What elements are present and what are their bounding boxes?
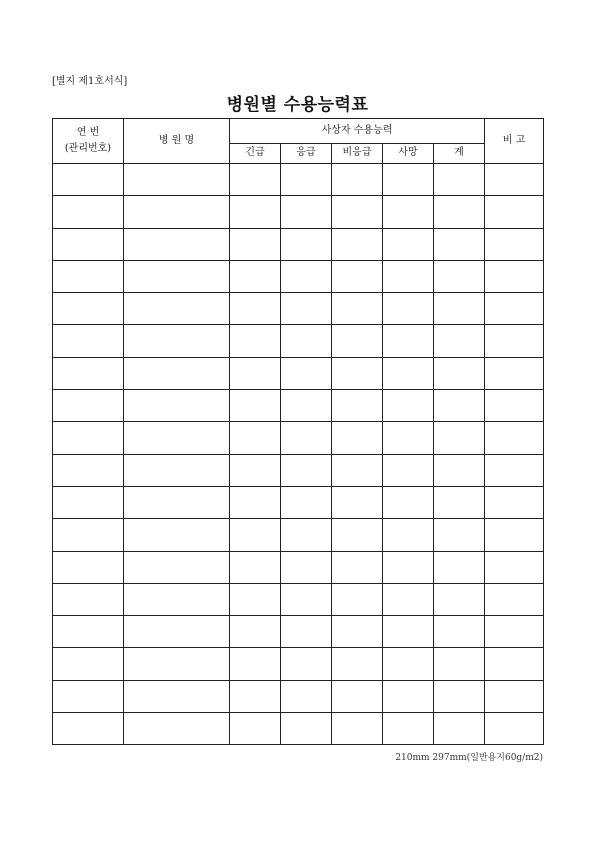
cell-serial	[53, 519, 124, 551]
cell-serial	[53, 390, 124, 422]
cell-urgent	[281, 519, 332, 551]
cell-emergent	[230, 454, 281, 486]
cell-hospital-name	[124, 713, 230, 745]
cell-hospital-name	[124, 357, 230, 389]
cell-hospital-name	[124, 325, 230, 357]
cell-hospital-name	[124, 486, 230, 518]
cell-remarks	[485, 422, 544, 454]
cell-non-urgent	[332, 196, 383, 228]
cell-hospital-name	[124, 680, 230, 712]
cell-deceased	[383, 422, 434, 454]
cell-urgent	[281, 713, 332, 745]
table-row	[53, 196, 544, 228]
cell-deceased	[383, 551, 434, 583]
cell-non-urgent	[332, 680, 383, 712]
cell-non-urgent	[332, 551, 383, 583]
cell-emergent	[230, 486, 281, 518]
cell-deceased	[383, 357, 434, 389]
cell-serial	[53, 164, 124, 196]
cell-urgent	[281, 680, 332, 712]
cell-serial	[53, 616, 124, 648]
cell-non-urgent	[332, 713, 383, 745]
cell-non-urgent	[332, 357, 383, 389]
cell-urgent	[281, 486, 332, 518]
paper-size-note: 210mm 297mm(일반용지60g/m2)	[395, 753, 543, 763]
cell-emergent	[230, 164, 281, 196]
table-row	[53, 422, 544, 454]
cell-serial	[53, 583, 124, 615]
cell-deceased	[383, 260, 434, 292]
cell-total	[434, 616, 485, 648]
cell-serial	[53, 680, 124, 712]
cell-hospital-name	[124, 164, 230, 196]
cell-serial	[53, 551, 124, 583]
cell-emergent	[230, 325, 281, 357]
cell-serial	[53, 486, 124, 518]
table-body	[53, 164, 544, 745]
cell-remarks	[485, 228, 544, 260]
cell-non-urgent	[332, 228, 383, 260]
cell-remarks	[485, 616, 544, 648]
cell-urgent	[281, 583, 332, 615]
table-row	[53, 357, 544, 389]
cell-remarks	[485, 260, 544, 292]
cell-total	[434, 551, 485, 583]
cell-serial	[53, 293, 124, 325]
cell-total	[434, 293, 485, 325]
table-row	[53, 390, 544, 422]
cell-non-urgent	[332, 293, 383, 325]
cell-deceased	[383, 293, 434, 325]
table-row	[53, 519, 544, 551]
cell-remarks	[485, 325, 544, 357]
cell-total	[434, 196, 485, 228]
table-row	[53, 583, 544, 615]
cell-remarks	[485, 486, 544, 518]
cell-deceased	[383, 196, 434, 228]
cell-non-urgent	[332, 616, 383, 648]
cell-non-urgent	[332, 164, 383, 196]
hospital-capacity-table	[52, 118, 544, 745]
cell-hospital-name	[124, 519, 230, 551]
cell-urgent	[281, 648, 332, 680]
cell-remarks	[485, 164, 544, 196]
cell-hospital-name	[124, 454, 230, 486]
header-serial-label: 연 번	[76, 126, 100, 138]
cell-total	[434, 519, 485, 551]
cell-non-urgent	[332, 260, 383, 292]
cell-emergent	[230, 228, 281, 260]
cell-hospital-name	[124, 616, 230, 648]
table-row	[53, 648, 544, 680]
cell-emergent	[230, 616, 281, 648]
cell-deceased	[383, 228, 434, 260]
cell-deceased	[383, 390, 434, 422]
table-row	[53, 164, 544, 196]
cell-total	[434, 648, 485, 680]
cell-emergent	[230, 648, 281, 680]
cell-serial	[53, 325, 124, 357]
header-urgent: 응급	[281, 144, 332, 164]
table-row	[53, 454, 544, 486]
cell-hospital-name	[124, 228, 230, 260]
cell-hospital-name	[124, 422, 230, 454]
table-row	[53, 680, 544, 712]
header-casualty-capacity: 사상자 수용능력	[230, 119, 485, 144]
cell-serial	[53, 196, 124, 228]
cell-remarks	[485, 583, 544, 615]
table-row	[53, 486, 544, 518]
cell-deceased	[383, 325, 434, 357]
header-management-number-label: (관리번호)	[64, 143, 112, 154]
cell-urgent	[281, 390, 332, 422]
cell-emergent	[230, 293, 281, 325]
cell-emergent	[230, 551, 281, 583]
form-number-label: [별지 제1호서식]	[52, 76, 128, 87]
cell-non-urgent	[332, 325, 383, 357]
cell-deceased	[383, 519, 434, 551]
header-non-urgent: 비응급	[332, 144, 383, 164]
table-row	[53, 551, 544, 583]
header-remarks: 비 고	[485, 119, 544, 164]
cell-serial	[53, 648, 124, 680]
cell-total	[434, 583, 485, 615]
cell-emergent	[230, 680, 281, 712]
cell-emergent	[230, 519, 281, 551]
header-serial-number	[53, 119, 124, 164]
cell-emergent	[230, 357, 281, 389]
cell-total	[434, 325, 485, 357]
header-deceased: 사망	[383, 144, 434, 164]
table-row	[53, 228, 544, 260]
cell-total	[434, 680, 485, 712]
cell-non-urgent	[332, 454, 383, 486]
cell-non-urgent	[332, 648, 383, 680]
cell-remarks	[485, 293, 544, 325]
header-hospital-name: 병 원 명	[124, 119, 230, 164]
cell-emergent	[230, 390, 281, 422]
cell-deceased	[383, 583, 434, 615]
cell-non-urgent	[332, 390, 383, 422]
cell-total	[434, 164, 485, 196]
cell-remarks	[485, 648, 544, 680]
cell-hospital-name	[124, 196, 230, 228]
cell-total	[434, 260, 485, 292]
cell-urgent	[281, 616, 332, 648]
header-emergent: 긴급	[230, 144, 281, 164]
cell-remarks	[485, 196, 544, 228]
page-title: 병원별 수용능력표	[226, 95, 369, 115]
cell-deceased	[383, 713, 434, 745]
cell-total	[434, 357, 485, 389]
cell-remarks	[485, 519, 544, 551]
cell-hospital-name	[124, 648, 230, 680]
cell-total	[434, 486, 485, 518]
cell-urgent	[281, 228, 332, 260]
cell-total	[434, 228, 485, 260]
cell-deceased	[383, 680, 434, 712]
cell-remarks	[485, 390, 544, 422]
cell-emergent	[230, 713, 281, 745]
cell-urgent	[281, 422, 332, 454]
table-row	[53, 616, 544, 648]
cell-urgent	[281, 454, 332, 486]
cell-serial	[53, 228, 124, 260]
cell-deceased	[383, 164, 434, 196]
cell-remarks	[485, 680, 544, 712]
cell-non-urgent	[332, 519, 383, 551]
table-row	[53, 293, 544, 325]
cell-non-urgent	[332, 422, 383, 454]
cell-urgent	[281, 551, 332, 583]
cell-remarks	[485, 713, 544, 745]
cell-total	[434, 390, 485, 422]
cell-deceased	[383, 486, 434, 518]
cell-hospital-name	[124, 390, 230, 422]
cell-total	[434, 713, 485, 745]
cell-non-urgent	[332, 486, 383, 518]
cell-serial	[53, 422, 124, 454]
cell-emergent	[230, 422, 281, 454]
cell-deceased	[383, 616, 434, 648]
cell-serial	[53, 713, 124, 745]
cell-hospital-name	[124, 293, 230, 325]
cell-hospital-name	[124, 583, 230, 615]
cell-emergent	[230, 583, 281, 615]
cell-deceased	[383, 454, 434, 486]
cell-urgent	[281, 357, 332, 389]
cell-remarks	[485, 357, 544, 389]
cell-deceased	[383, 648, 434, 680]
cell-total	[434, 422, 485, 454]
table-row	[53, 260, 544, 292]
cell-total	[434, 454, 485, 486]
cell-emergent	[230, 260, 281, 292]
cell-non-urgent	[332, 583, 383, 615]
cell-serial	[53, 357, 124, 389]
cell-urgent	[281, 260, 332, 292]
cell-serial	[53, 260, 124, 292]
cell-hospital-name	[124, 551, 230, 583]
header-total: 계	[434, 144, 485, 164]
cell-urgent	[281, 293, 332, 325]
cell-remarks	[485, 454, 544, 486]
cell-emergent	[230, 196, 281, 228]
cell-urgent	[281, 196, 332, 228]
cell-urgent	[281, 164, 332, 196]
cell-hospital-name	[124, 260, 230, 292]
table-row	[53, 713, 544, 745]
cell-urgent	[281, 325, 332, 357]
cell-serial	[53, 454, 124, 486]
table-row	[53, 325, 544, 357]
cell-remarks	[485, 551, 544, 583]
